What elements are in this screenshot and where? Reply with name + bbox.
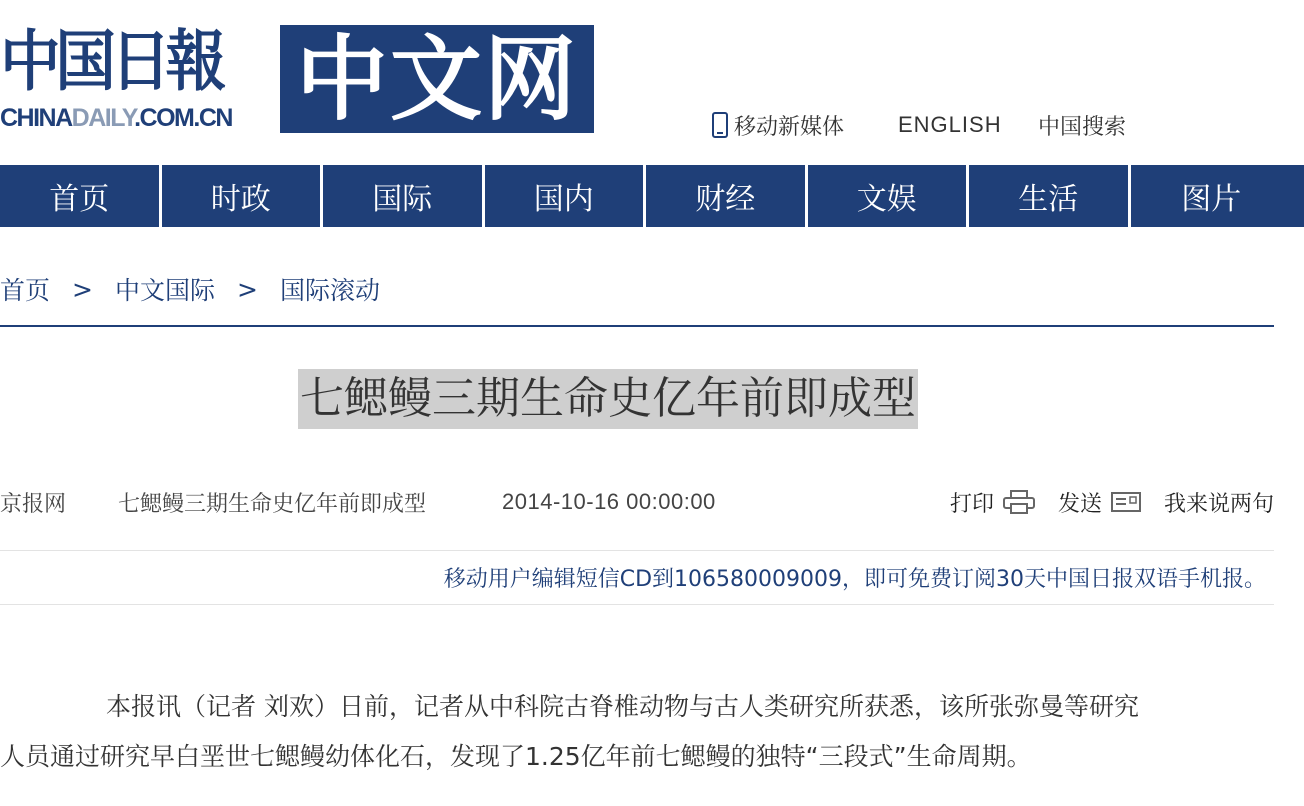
nav-item-photos[interactable]: 图片 [1181, 182, 1242, 217]
send-label: 发送 [1057, 491, 1102, 517]
china-daily-logo[interactable] [0, 22, 270, 100]
breadcrumb-separator: > [236, 274, 258, 304]
nav-item-life[interactable]: 生活 [969, 165, 1131, 227]
comment-link[interactable]: 我来说两句 [1163, 491, 1274, 517]
printer-icon [1002, 489, 1036, 515]
breadcrumb-international-rolling[interactable]: 国际滚动 [279, 276, 380, 305]
logo-en-domain: .COM.CN [134, 104, 232, 132]
phone-icon [712, 112, 728, 138]
mobile-media-link[interactable] [712, 110, 844, 140]
logo-en-china: CHINA [0, 104, 72, 132]
nav-item-home[interactable]: 首页 [0, 165, 162, 227]
article-paragraph-line: 本报讯（记者 刘欢）日前，记者从中科院古脊椎动物与古人类研究所获悉，该所张弥曼等研究 [106, 692, 1139, 721]
chinese-site-logo[interactable]: 中文网 [280, 25, 594, 133]
sms-subscription-promo[interactable]: 移动用户编辑短信CD到106580009009，即可免费订阅30天中国日报双语手机报。 [443, 566, 1266, 592]
article-datetime: 2014-10-16 00:00:00 [502, 489, 716, 514]
main-nav [0, 165, 1304, 227]
divider [0, 604, 1274, 605]
english-link[interactable]: ENGLISH [898, 112, 1002, 137]
article-meta-headline: 七鳃鳗三期生命史亿年前即成型 [118, 491, 427, 517]
nav-item-world[interactable]: 国际 [323, 165, 485, 227]
logo-chinese-text: 中国日報 [0, 22, 221, 100]
divider [0, 550, 1274, 551]
nav-item-politics[interactable]: 时政 [162, 165, 324, 227]
mobile-media-label: 移动新媒体 [734, 114, 845, 140]
divider [0, 325, 1274, 327]
article-tools [928, 485, 1274, 519]
logo-english-domain[interactable] [0, 104, 232, 133]
breadcrumb-home[interactable]: 首页 [0, 276, 51, 305]
send-button[interactable] [1058, 487, 1142, 518]
mail-icon [1110, 491, 1142, 513]
article-paragraph-line: 人员通过研究早白垩世七鳃鳗幼体化石，发现了1.25亿年前七鳃鳗的独特“三段式”生命周期。 [0, 742, 1032, 771]
nav-item-finance[interactable]: 财经 [646, 165, 808, 227]
article-source: 京报网 [0, 491, 67, 517]
print-label: 打印 [949, 491, 994, 517]
breadcrumb-chinese-international[interactable]: 中文国际 [114, 276, 215, 305]
logo-en-daily: DAILY [71, 104, 135, 132]
article-body [0, 682, 1274, 782]
article-title: 七鳃鳗三期生命史亿年前即成型 [298, 369, 918, 429]
china-search-link[interactable]: 中国搜索 [1038, 114, 1127, 140]
breadcrumb [0, 272, 380, 306]
nav-item-china[interactable]: 国内 [485, 165, 647, 227]
print-button[interactable] [950, 487, 1036, 518]
nav-item-entertainment[interactable]: 文娱 [808, 165, 970, 227]
breadcrumb-separator: > [72, 274, 93, 304]
